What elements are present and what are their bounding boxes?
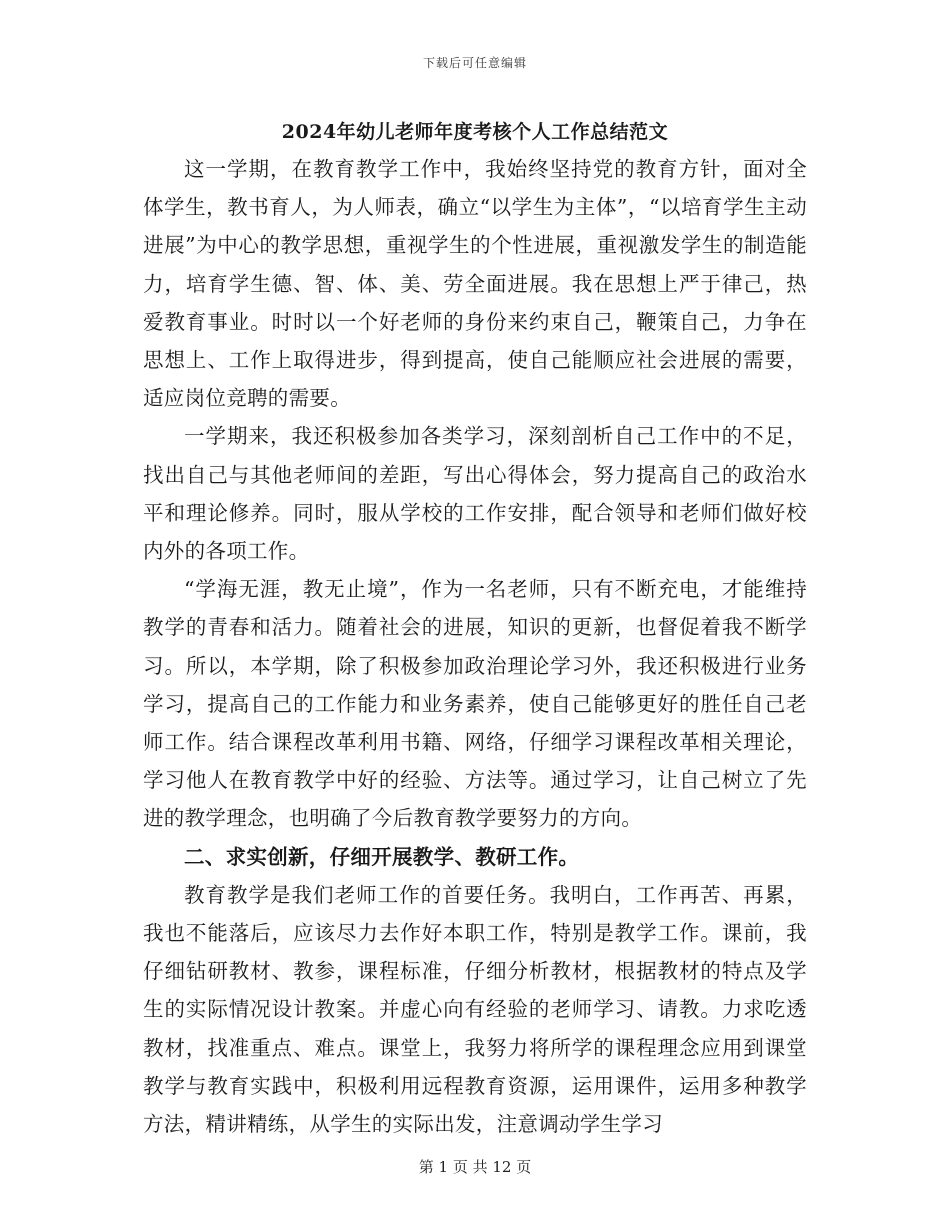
paragraph-2: 一学期来，我还积极参加各类学习，深刻剖析自己工作中的不足，找出自己与其他老师间的差距，写出心得体会，努力提高自己的政治水平和理论修养。同时，服从学校的工作安排，配合领导和老师们做好校内外的各项工作。 bbox=[143, 424, 807, 564]
document-title: 2024年幼儿老师年度考核个人工作总结范文 bbox=[281, 121, 669, 143]
paragraph-4: 教育教学是我们老师工作的首要任务。我明白，工作再苦、再累，我也不能落后，应该尽力去作好本职工作，特别是教学工作。课前，我仔细钻研教材、教参，课程标准，仔细分析教材，根据教材的特点及学生的实际情况设计教案。并虚心向有经验的老师学习、请教。力求吃透教材，找准重点、难点。课堂上，我努力将所学的课程理念应用到课堂教学与教育实践中，积极利用远程教育资源，运用课件，运用多种教学方法，精讲精练，从学生的实际出发，注意调动学生学习 bbox=[143, 882, 807, 1137]
paragraph-1: 这一学期，在教育教学工作中，我始终坚持党的教育方针，面对全体学生，教书育人，为人师表，确立“以学生为主体”，“以培育学生主动进展”为中心的教学思想，重视学生的个性进展，重视激发学生的制造能力，培育学生德、智、体、美、劳全面进展。我在思想上严于律己，热爱教育事业。时时以一个好老师的身份来约束自己，鞭策自己，力争在思想上、工作上取得进步，得到提高，使自己能顺应社会进展的需要，适应岗位竞聘的需要。 bbox=[143, 157, 807, 411]
paragraph-3: “学海无涯，教无止境”，作为一名老师，只有不断充电，才能维持教学的青春和活力。随着社会的进展，知识的更新，也督促着我不断学习。所以，本学期，除了积极参加政治理论学习外，我还积极进行业务学习，提高自己的工作能力和业务素养，使自己能够更好的胜任自己老师工作。结合课程改革利用书籍、网络，仔细学习课程改革相关理论，学习他人在教育教学中好的经验、方法等。通过学习，让自己树立了先进的教学理念，也明确了今后教育教学要努力的方向。 bbox=[143, 577, 807, 831]
document-body bbox=[143, 150, 807, 1143]
page-footer: 第 1 页 共 12 页 bbox=[418, 1158, 532, 1176]
header-note: 下载后可任意编辑 bbox=[422, 56, 527, 70]
section-heading: 二、求实创新，仔细开展教学、教研工作。 bbox=[184, 844, 580, 869]
